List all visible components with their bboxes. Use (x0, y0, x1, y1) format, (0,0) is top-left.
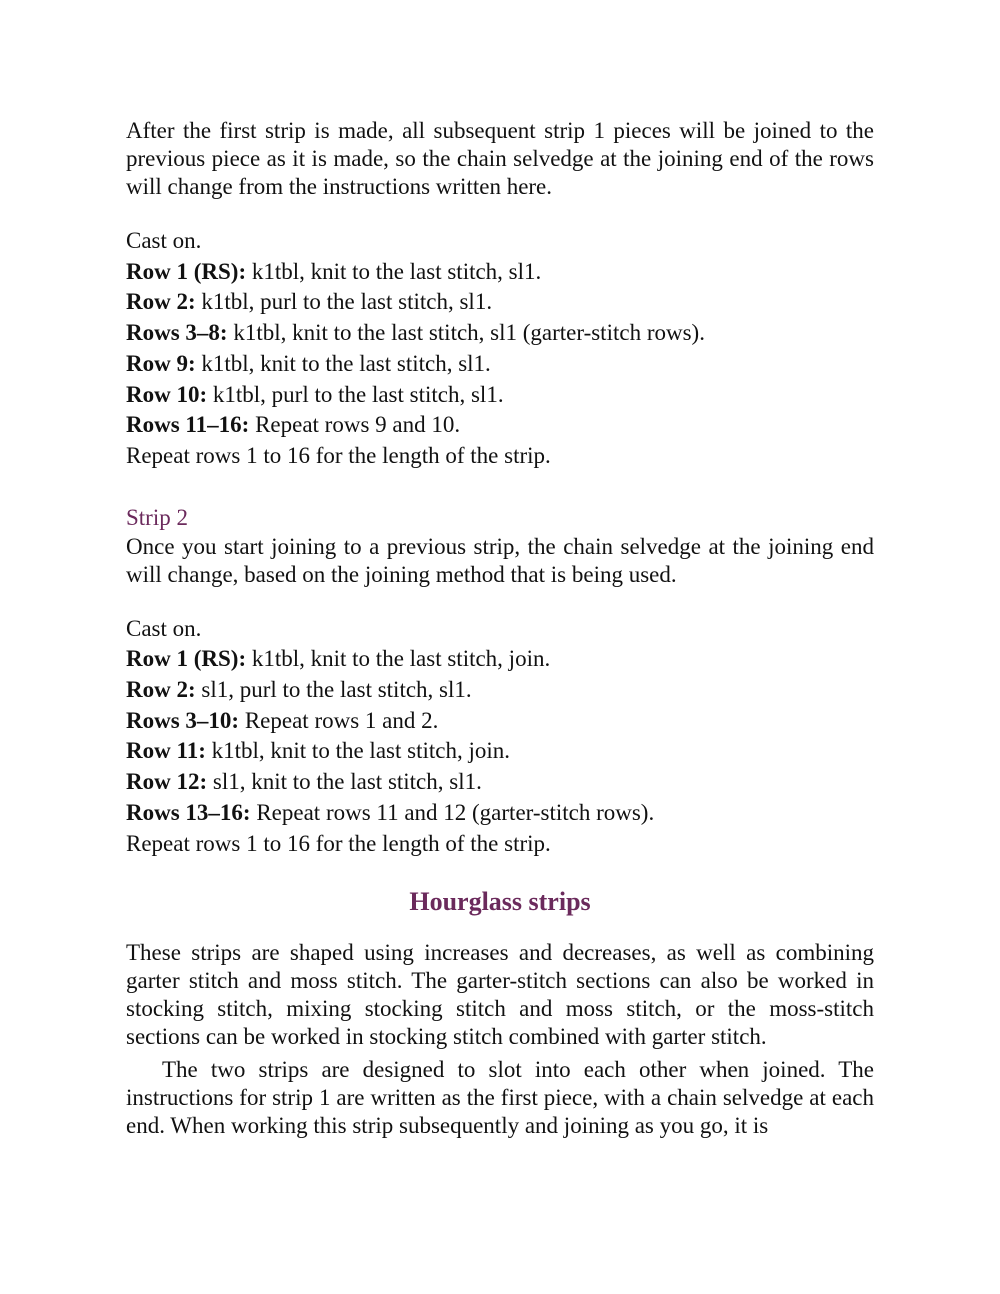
row-text: sl1, purl to the last stitch, sl1. (195, 677, 472, 703)
row-label: Rows 13–16: (126, 799, 251, 825)
strip1-row (126, 318, 874, 349)
row-text: k1tbl, knit to the last stitch, sl1. (195, 350, 491, 376)
row-text: Repeat rows 11 and 12 (garter-stitch rows). (250, 799, 655, 825)
strip2-row (126, 644, 874, 675)
row-label: Row 1 (RS): (126, 258, 247, 284)
row-text: Repeat rows 1 and 2. (239, 707, 439, 733)
strip1-cast-on: Cast on. (126, 228, 202, 253)
row-text: k1tbl, purl to the last stitch, sl1. (207, 381, 504, 407)
row-label: Row 9: (126, 350, 196, 376)
strip2-row (126, 767, 874, 798)
strip1-row (126, 349, 874, 380)
row-label: Row 2: (126, 289, 196, 315)
row-text: sl1, knit to the last stitch, sl1. (207, 769, 482, 795)
row-text: k1tbl, knit to the last stitch, join. (205, 738, 510, 764)
strip2-repeat: Repeat rows 1 to 16 for the length of the strip. (126, 830, 551, 856)
strip1-row (126, 380, 874, 411)
row-text: k1tbl, purl to the last stitch, sl1. (195, 289, 493, 315)
row-text: k1tbl, knit to the last stitch, join. (246, 646, 551, 672)
strip2-heading: Strip 2 (126, 504, 188, 530)
strip2-row (126, 706, 874, 737)
intro-paragraph: After the first strip is made, all subsequent strip 1 pieces will be joined to the previous piece as it is made, so the chain selvedge at the joining end of the rows will change from the instructions written here. (126, 118, 874, 199)
row-label: Rows 3–8: (126, 320, 228, 346)
row-label: Row 2: (126, 677, 196, 703)
strip1-row (126, 287, 874, 318)
hourglass-section-title: Hourglass strips (409, 887, 591, 917)
row-text: Repeat rows 9 and 10. (249, 412, 461, 438)
row-label: Row 12: (126, 769, 208, 795)
row-text: k1tbl, knit to the last stitch, sl1. (246, 258, 542, 284)
row-label: Row 10: (126, 381, 208, 407)
row-label: Rows 11–16: (126, 412, 250, 438)
strip2-intro: Once you start joining to a previous strip, the chain selvedge at the joining end will change, based on the joining method that is being used. (126, 533, 874, 587)
row-label: Row 11: (126, 738, 206, 764)
strip2-row (126, 675, 874, 706)
page-content (126, 117, 874, 1140)
strip2-instructions (126, 614, 874, 860)
strip1-repeat: Repeat rows 1 to 16 for the length of the strip. (126, 442, 551, 468)
strip1-row (126, 410, 874, 441)
strip1-row (126, 257, 874, 288)
strip1-instructions (126, 226, 874, 472)
row-label: Rows 3–10: (126, 707, 240, 733)
hourglass-paragraph-2: The two strips are designed to slot into each other when joined. The instructions for strip 1 are written as the first piece, with a chain selvedge at each end. When working this strip subsequently and joining as you go, it is (126, 1057, 874, 1139)
hourglass-paragraph-1: These strips are shaped using increases and decreases, as well as combining garter stitch and moss stitch. The garter-stitch sections can also be worked in stocking stitch, mixing stocking stitch and moss stitch, or the moss-stitch sections can be worked in stocking stitch combined with garter stitch. (126, 940, 874, 1050)
row-text: k1tbl, knit to the last stitch, sl1 (garter-stitch rows). (227, 320, 705, 346)
strip2-row (126, 736, 874, 767)
strip2-cast-on: Cast on. (126, 615, 202, 641)
row-label: Row 1 (RS): (126, 646, 247, 672)
strip2-row (126, 798, 874, 829)
